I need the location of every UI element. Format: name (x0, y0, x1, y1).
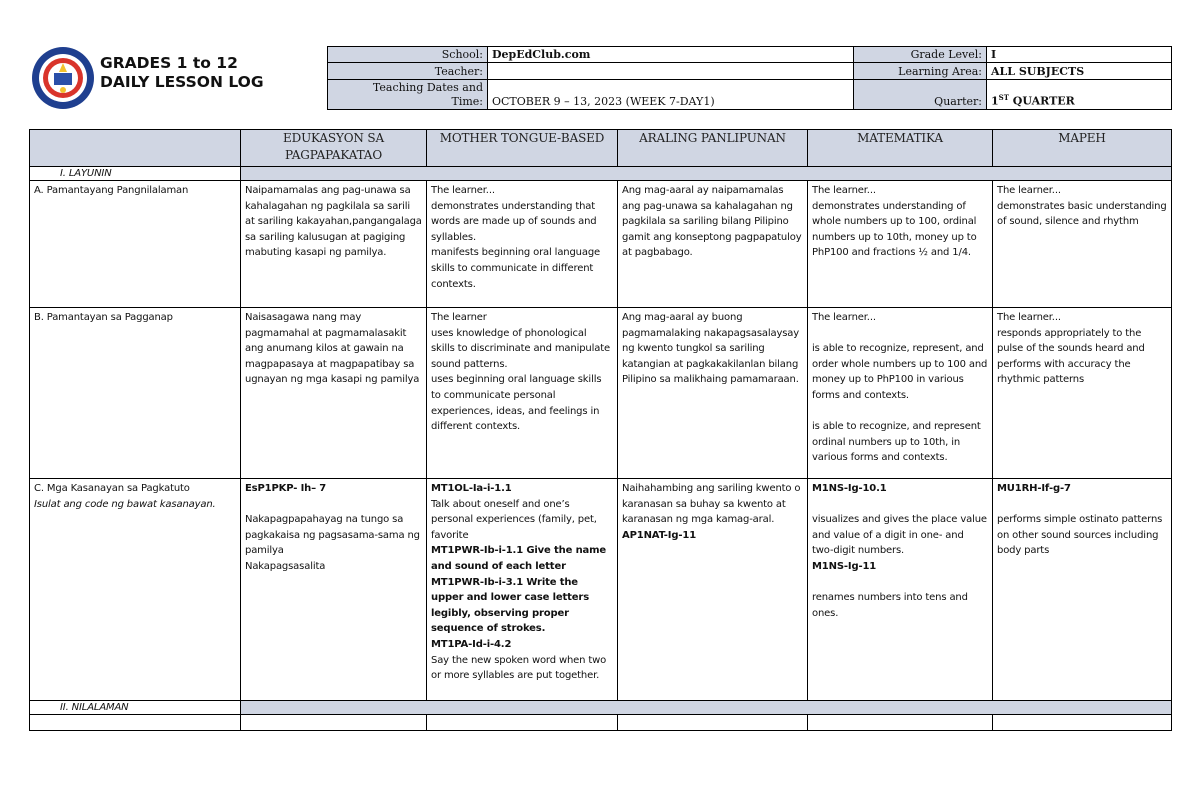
teaching-dates-label-line1: Teaching Dates and (372, 81, 483, 94)
text-line: responds appropriately to the pulse of the sounds heard and performs with accuracy the rhythmic patterns (997, 327, 1145, 386)
text-line: MT1PA-Id-i-4.2 (431, 638, 512, 650)
grade-level-value: I (987, 47, 1172, 63)
row-c-math (808, 479, 993, 701)
section-layunin-fill (241, 167, 1172, 181)
text-line: The learner... (812, 312, 876, 323)
title-line-1: GRADES 1 to 12 (100, 54, 238, 72)
grade-level-label: Grade Level: (854, 47, 987, 63)
row-b-ap (618, 308, 808, 479)
text-line: Ang mag-aaral ay naipamamalas ang pag-unawa sa kahalagahan ng pagkilala sa sariling bilang Pilipino gamit ang konseptong pagpapatuloy at pagbabago. (622, 185, 802, 259)
teacher-label: Teacher: (328, 63, 488, 79)
text-line: Naipamamalas ang pag-unawa sa kahalagahan ng pagkilala sa sarili at sariling kakayahan,pangangalaga sa sariling kalusugan at pagiging mabuting kasapi ng pamilya. (245, 185, 422, 259)
row-b-math (808, 308, 993, 479)
text-line: demonstrates understanding of whole numbers up to 100, ordinal numbers up to 10th, money up to PhP100 and fractions ½ and 1/4. (812, 200, 977, 259)
empty-cell (618, 715, 808, 731)
quarter-label: Quarter: (854, 79, 987, 110)
text-line: Nakapagsasalita (245, 560, 326, 572)
text-line: demonstrates understanding that words are made up of sounds and syllables. (431, 200, 597, 243)
row-c-label-main: C. Mga Kasanayan sa Pagkatuto (34, 483, 190, 494)
header-info-table (327, 46, 1172, 110)
text-line: M1NS-Ig-11 (812, 560, 877, 572)
empty-cell (30, 715, 241, 731)
col-header-ap: ARALING PANLIPUNAN (618, 130, 808, 167)
school-value: DepEdClub.com (488, 47, 854, 63)
text-line: Talk about oneself and one’s personal experiences (family, pet, favorite (431, 498, 597, 541)
row-c-label-sub: Isulat ang code ng bawat kasanayan. (34, 498, 216, 510)
spacer (812, 575, 988, 591)
text-line: Naisasagawa nang may pagmamahal at pagmamalasakit ang anumang kilos at gawain na magpapasaya at magpapatibay sa ugnayan ng mga kasapi ng pamilya (245, 312, 420, 386)
section-nilalaman-fill (241, 701, 1172, 715)
text-line: Ang mag-aaral ay buong pagmamalaking nakapagsasalaysay ng kwento tungkol sa sariling katangian at pagkakakilanlan bilang Pilipino sa malikhaing pamamaraan. (622, 312, 800, 386)
text-line: MT1PWR-Ib-i-3.1 Write the upper and lower case letters legibly, observing proper sequence of strokes. (431, 576, 589, 635)
text-line: M1NS-Ig-10.1 (812, 483, 887, 494)
col-header-mtb: MOTHER TONGUE-BASED (427, 130, 618, 167)
row-c-mtb (427, 479, 618, 701)
text-line: Say the new spoken word when two or more syllables are put together. (431, 654, 607, 682)
text-line: performs simple ostinato patterns on other sound sources including body parts (997, 514, 1163, 557)
text-line: MU1RH-If-g-7 (997, 483, 1071, 494)
row-c-esp (241, 479, 427, 701)
quarter-number: 1 (991, 95, 999, 108)
learning-area-value: ALL SUBJECTS (987, 63, 1172, 79)
text-line: manifests beginning oral language skills to communicate in different contexts. (431, 247, 601, 290)
spacer (812, 497, 988, 513)
row-c-ap (618, 479, 808, 701)
empty-cell (241, 715, 427, 731)
text-line: Nakapagpapahayag na tungo sa pagkakaisa ng pagsasama-sama ng pamilya (245, 514, 420, 557)
school-label: School: (328, 47, 488, 63)
row-a-esp (241, 181, 427, 308)
text-line: uses beginning oral language skills to communicate personal experiences, ideas, and feelings in different contexts. (431, 374, 602, 433)
text-line: renames numbers into tens and ones. (812, 592, 968, 619)
text-line: The learner... (997, 185, 1061, 196)
col-header-esp: EDUKASYON SA PAGPAPAKATAO (241, 130, 427, 167)
text-line: is able to recognize, represent, and order whole numbers up to 100 and money up to PhP100 in various forms and contexts. (812, 343, 988, 401)
section-layunin-label: I. LAYUNIN (30, 167, 241, 181)
lesson-log-table (29, 129, 1172, 731)
row-b-mapeh (993, 308, 1172, 479)
teaching-dates-value: OCTOBER 9 – 13, 2023 (WEEK 7-DAY1) (488, 79, 854, 110)
row-a-label: A. Pamantayang Pangnilalaman (30, 181, 241, 308)
text-line: The learner... (431, 185, 495, 196)
title-line-2: DAILY LESSON LOG (100, 73, 264, 91)
spacer (245, 497, 422, 513)
quarter-value (987, 79, 1172, 110)
text-line: The learner... (812, 185, 876, 196)
spacer (812, 326, 988, 342)
empty-cell (993, 715, 1172, 731)
row-c-label (30, 479, 241, 701)
row-b-label: B. Pamantayan sa Pagganap (30, 308, 241, 479)
text-line: AP1NAT-Ig-11 (622, 529, 697, 541)
text-line: Naihahambing ang sariling kwento o karanasan sa buhay sa kwento at karanasan ng mga kamag-aral. (622, 483, 801, 526)
text-line: The learner (431, 312, 487, 323)
deped-seal-logo (30, 45, 96, 111)
section-nilalaman-label: II. NILALAMAN (30, 701, 241, 715)
learning-area-label: Learning Area: (854, 63, 987, 79)
spacer (997, 497, 1167, 513)
teacher-value (488, 63, 854, 79)
row-a-math (808, 181, 993, 308)
text-line: MT1OL-Ia-i-1.1 (431, 483, 512, 494)
quarter-text: QUARTER (1008, 95, 1075, 108)
col-header-math: MATEMATIKA (808, 130, 993, 167)
spacer (812, 404, 988, 420)
text-line: The learner... (997, 312, 1061, 323)
empty-cell (808, 715, 993, 731)
quarter-suffix: ST (998, 93, 1009, 103)
row-a-ap (618, 181, 808, 308)
header-corner-cell (30, 130, 241, 167)
text-line: visualizes and gives the place value and value of a digit in one- and two-digit numbers. (812, 514, 987, 557)
document-title (100, 54, 264, 92)
text-line: is able to recognize, and represent ordinal numbers up to 10th, in various forms and contexts. (812, 421, 981, 464)
teaching-dates-label-line2: Time: (451, 95, 483, 108)
text-line: demonstrates basic understanding of sound, silence and rhythm (997, 200, 1167, 228)
row-c-mapeh (993, 479, 1172, 701)
row-a-mtb (427, 181, 618, 308)
text-line: uses knowledge of phonological skills to discriminate and manipulate sound patterns. (431, 327, 610, 370)
teaching-dates-label (328, 79, 488, 110)
text-line: EsP1PKP- Ih– 7 (245, 483, 327, 494)
text-line: MT1PWR-Ib-i-1.1 Give the name and sound of each letter (431, 545, 607, 572)
empty-cell (427, 715, 618, 731)
col-header-mapeh: MAPEH (993, 130, 1172, 167)
row-b-mtb (427, 308, 618, 479)
row-b-esp (241, 308, 427, 479)
row-a-mapeh (993, 181, 1172, 308)
